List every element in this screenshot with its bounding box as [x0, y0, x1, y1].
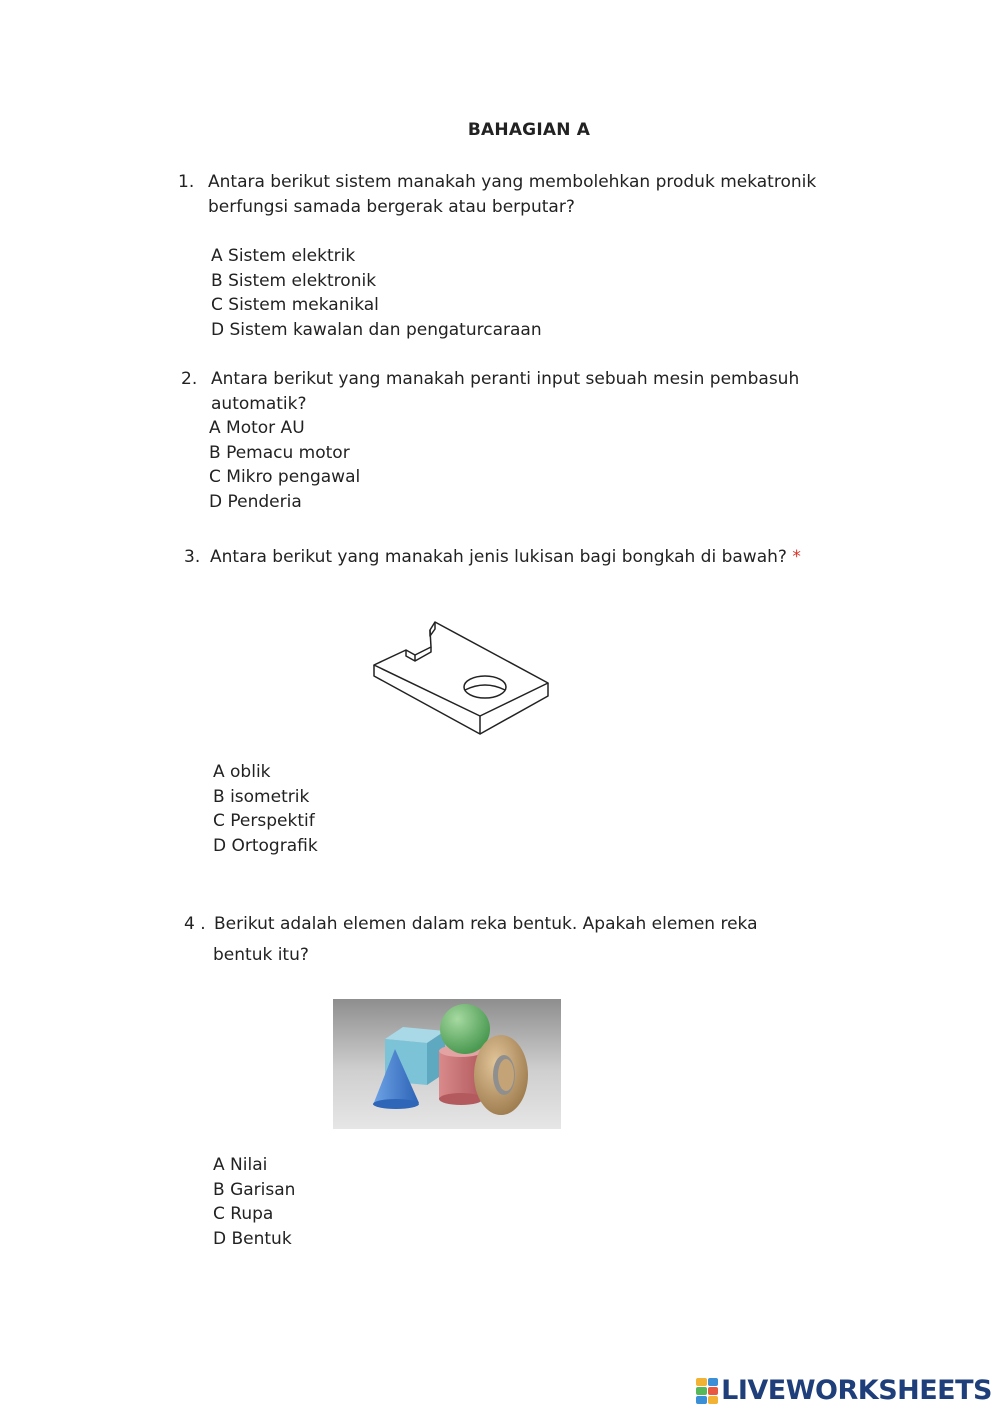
- question-1-options: [211, 244, 542, 342]
- brand-name: LIVEWORKSHEETS: [721, 1375, 992, 1406]
- section-title: BAHAGIAN A: [467, 120, 591, 140]
- option-d[interactable]: D Bentuk: [213, 1228, 292, 1249]
- question-2-text-line-2: automatik?: [211, 394, 307, 414]
- required-mark: *: [792, 547, 801, 567]
- 3d-shapes-figure: [333, 999, 561, 1129]
- option-c[interactable]: C Perspektif: [213, 811, 315, 831]
- liveworksheets-logo-icon: [696, 1378, 718, 1404]
- question-2-options: [209, 416, 360, 514]
- option-c[interactable]: C Rupa: [213, 1204, 274, 1224]
- option-b[interactable]: B Garisan: [213, 1179, 296, 1200]
- question-3-text-line-1: Antara berikut yang manakah jenis lukisan bagi bongkah di bawah?: [210, 547, 787, 567]
- question-1-number: 1.: [178, 172, 195, 192]
- option-a[interactable]: A Motor AU: [209, 418, 305, 438]
- option-a[interactable]: A Nilai: [213, 1155, 268, 1175]
- block-hole-inner: [465, 685, 505, 690]
- question-4-number: 4 .: [184, 914, 206, 934]
- option-c[interactable]: C Mikro pengawal: [209, 467, 361, 487]
- liveworksheets-brand[interactable]: [696, 1375, 992, 1406]
- question-3-text-wrap: [210, 545, 801, 570]
- question-1-text-line-2: berfungsi samada bergerak atau berputar?: [208, 197, 575, 217]
- question-3-number: 3.: [184, 547, 201, 567]
- option-b[interactable]: B Sistem elektronik: [211, 270, 377, 291]
- option-c[interactable]: C Sistem mekanikal: [211, 295, 379, 315]
- option-d[interactable]: D Sistem kawalan dan pengaturcaraan: [211, 319, 542, 340]
- option-d[interactable]: D Penderia: [209, 491, 302, 512]
- question-4-options: [213, 1153, 295, 1251]
- question-1-text-line-1: Antara berikut sistem manakah yang membolehkan produk mekatronik: [208, 172, 817, 192]
- torus-shape: [474, 1035, 528, 1115]
- block-front-face: [374, 665, 480, 734]
- block-right-face: [480, 683, 548, 734]
- question-4-text-line-2: bentuk itu?: [213, 945, 309, 965]
- isometric-block-figure: [372, 620, 552, 738]
- option-a[interactable]: A Sistem elektrik: [211, 246, 356, 266]
- question-3-options: [213, 760, 318, 858]
- option-a[interactable]: A oblik: [213, 762, 271, 782]
- question-4-text-line-1: Berikut adalah elemen dalam reka bentuk. Apakah elemen reka: [214, 914, 758, 934]
- question-2-text-line-1: Antara berikut yang manakah peranti input sebuah mesin pembasuh: [211, 369, 800, 389]
- option-b[interactable]: B Pemacu motor: [209, 442, 350, 463]
- option-b[interactable]: B isometrik: [213, 786, 310, 807]
- block-top-face: [374, 622, 548, 716]
- option-d[interactable]: D Ortografik: [213, 835, 318, 856]
- question-2-number: 2.: [181, 369, 198, 389]
